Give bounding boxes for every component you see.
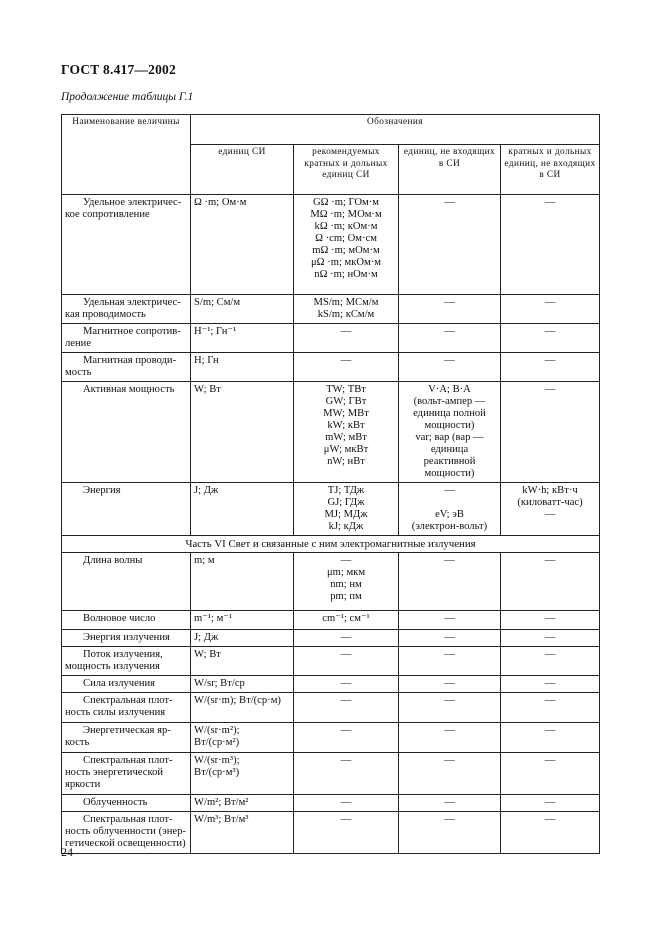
si-unit-line: W/(sr·m³);: [194, 755, 240, 766]
si-unit-line: H; Гн: [194, 355, 219, 366]
multiple-non-si-units: [501, 676, 600, 693]
non-si-units: [399, 195, 501, 295]
quantity-name-line: Спектральная плот-: [83, 695, 173, 706]
si-unit-line: m⁻¹; м⁻¹: [194, 613, 233, 624]
quantity-name: [62, 483, 191, 536]
multiple-non-si-units-line: —: [544, 613, 556, 624]
quantity-name: [62, 630, 191, 647]
quantity-name-line: Удельное электричес-: [83, 197, 182, 208]
recommended-units: [294, 295, 399, 324]
table-row: [62, 693, 600, 723]
non-si-units-line: единица: [430, 444, 469, 455]
multiple-non-si-units: [501, 553, 600, 611]
non-si-units: [399, 295, 501, 324]
table-row: [62, 795, 600, 812]
si-unit: [191, 553, 294, 611]
recommended-units-line: TJ; ТДж: [327, 485, 365, 496]
si-unit: [191, 324, 294, 353]
non-si-units-line: —: [444, 613, 455, 624]
quantity-name: [62, 611, 191, 630]
si-unit-line: Вт/(ср·м²): [194, 737, 240, 748]
section-title: Часть VI Свет и связанные с ним электромагнитные излучения: [62, 536, 600, 553]
non-si-units: [399, 647, 501, 676]
si-unit-line: S/m; См/м: [194, 297, 241, 308]
quantity-name: [62, 553, 191, 611]
multiple-non-si-units-line: —: [544, 678, 556, 689]
quantity-name: [62, 723, 191, 753]
table-row: [62, 382, 600, 483]
multiple-non-si-units-line: —: [544, 797, 556, 808]
multiple-non-si-units-line: —: [544, 725, 556, 736]
si-unit-line: W; Вт: [194, 384, 221, 395]
non-si-units-line: —: [444, 695, 455, 706]
recommended-units-line: GJ; ГДж: [327, 497, 365, 508]
multiple-non-si-units-line: —: [544, 355, 556, 366]
units-table: [61, 114, 600, 854]
quantity-name-line: Энергия излучения: [83, 632, 170, 643]
quantity-name: [62, 647, 191, 676]
header-recommended: рекомендуемых кратных и дольных единиц СИ: [294, 145, 399, 195]
non-si-units: [399, 382, 501, 483]
non-si-units-line: —: [444, 814, 455, 825]
header-si-units: единиц СИ: [191, 145, 294, 195]
quantity-name-line: Поток излучения,: [83, 649, 163, 660]
si-unit: [191, 611, 294, 630]
si-unit: [191, 195, 294, 295]
quantity-name: [62, 693, 191, 723]
multiple-non-si-units-line: —: [544, 649, 556, 660]
recommended-units-line: TW; ТВт: [326, 384, 366, 395]
multiple-non-si-units-line: —: [544, 814, 556, 825]
recommended-units-line: nW; нВт: [327, 456, 365, 467]
recommended-units: [294, 195, 399, 295]
multiple-non-si-units: [501, 753, 600, 795]
recommended-units-line: —: [340, 755, 352, 766]
multiple-non-si-units-line: —: [544, 297, 556, 308]
si-unit: [191, 676, 294, 693]
non-si-units-line: eV; эВ: [435, 509, 464, 520]
quantity-name: [62, 795, 191, 812]
recommended-units-line: mW; мВт: [325, 432, 367, 443]
multiple-non-si-units-line: —: [544, 632, 556, 643]
recommended-units: [294, 693, 399, 723]
si-unit: [191, 753, 294, 795]
recommended-units-line: μm; мкм: [326, 567, 366, 578]
multiple-non-si-units: [501, 353, 600, 382]
quantity-name-line: Магнитная проводи-: [83, 355, 177, 366]
recommended-units-line: kW; кВт: [327, 420, 365, 431]
recommended-units-line: nm; нм: [330, 579, 362, 590]
recommended-units: [294, 382, 399, 483]
document-title: ГОСТ 8.417—2002: [61, 62, 176, 77]
non-si-units-line: —: [444, 755, 455, 766]
multiple-non-si-units: [501, 812, 600, 854]
multiple-non-si-units: [501, 483, 600, 536]
non-si-units-line: —: [444, 197, 455, 208]
table-caption: Продолжение таблицы Г.1: [61, 91, 194, 103]
header-name: Наименование величины: [62, 115, 191, 195]
si-unit-line: W/m²; Вт/м²: [194, 797, 249, 808]
table-row: [62, 611, 600, 630]
multiple-non-si-units: [501, 795, 600, 812]
non-si-units-line: —: [444, 649, 455, 660]
non-si-units-line: —: [444, 297, 455, 308]
non-si-units: [399, 630, 501, 647]
non-si-units-line: (электрон-вольт): [411, 521, 488, 532]
quantity-name-line: ность энергетической: [65, 767, 164, 778]
recommended-units-line: —: [340, 678, 352, 689]
non-si-units-line: мощности): [424, 420, 475, 431]
table-row: [62, 483, 600, 536]
quantity-name-line: мость: [65, 367, 92, 378]
table-row: [62, 812, 600, 854]
quantity-name-line: Удельная электричес-: [83, 297, 181, 308]
recommended-units-line: MS/m; МСм/м: [313, 297, 379, 308]
quantity-name-line: кое сопротивление: [65, 209, 150, 220]
recommended-units: [294, 795, 399, 812]
recommended-units-line: —: [340, 797, 352, 808]
non-si-units-line: —: [444, 555, 455, 566]
recommended-units: [294, 812, 399, 854]
si-unit: [191, 723, 294, 753]
quantity-name-line: Энергия: [83, 485, 121, 496]
non-si-units-line: реактивной: [423, 456, 476, 467]
si-unit-line: J; Дж: [194, 632, 219, 643]
header-designations: Обозначения: [191, 115, 600, 145]
recommended-units: [294, 676, 399, 693]
recommended-units-line: mΩ ·m; мОм·м: [312, 245, 380, 256]
recommended-units-line: —: [340, 725, 352, 736]
quantity-name-line: Спектральная плот-: [83, 755, 173, 766]
non-si-units-line: [402, 497, 497, 509]
quantity-name-line: Сила излучения: [83, 678, 156, 689]
quantity-name-line: кость: [65, 737, 90, 748]
recommended-units: [294, 553, 399, 611]
recommended-units: [294, 483, 399, 536]
quantity-name-line: Облученность: [83, 797, 148, 808]
si-unit-line: J; Дж: [194, 485, 219, 496]
non-si-units-line: —: [444, 725, 455, 736]
recommended-units-line: nΩ ·m; нОм·м: [314, 269, 378, 280]
non-si-units-line: V·A; В·А: [428, 384, 471, 395]
recommended-units-line: MJ; МДж: [324, 509, 368, 520]
quantity-name: [62, 753, 191, 795]
multiple-non-si-units-line: (киловатт-час): [517, 497, 583, 508]
recommended-units-line: pm; пм: [330, 591, 362, 602]
quantity-name-line: яркости: [65, 779, 101, 790]
non-si-units: [399, 483, 501, 536]
header-row-1: [62, 115, 600, 145]
multiple-non-si-units: [501, 324, 600, 353]
recommended-units-line: kJ; кДж: [328, 521, 364, 532]
non-si-units: [399, 553, 501, 611]
recommended-units-line: MΩ ·m; МОм·м: [310, 209, 382, 220]
table-row: [62, 647, 600, 676]
non-si-units: [399, 353, 501, 382]
non-si-units: [399, 753, 501, 795]
si-unit-line: H⁻¹; Гн⁻¹: [194, 326, 237, 337]
recommended-units: [294, 753, 399, 795]
recommended-units-line: μΩ ·m; мкОм·м: [311, 257, 381, 268]
multiple-non-si-units: [501, 382, 600, 483]
non-si-units-line: —: [444, 326, 455, 337]
quantity-name-line: Магнитное сопротив-: [83, 326, 181, 337]
non-si-units-line: —: [444, 797, 455, 808]
recommended-units-line: —: [340, 695, 352, 706]
multiple-non-si-units-line: —: [544, 509, 556, 520]
quantity-name: [62, 353, 191, 382]
table-row: [62, 630, 600, 647]
si-unit: [191, 647, 294, 676]
non-si-units-line: мощности): [424, 468, 475, 479]
non-si-units: [399, 611, 501, 630]
non-si-units-line: единица полной: [413, 408, 486, 419]
si-unit-line: Ω ·m; Ом·м: [194, 197, 247, 208]
multiple-non-si-units-line: —: [544, 197, 556, 208]
recommended-units-line: —: [340, 649, 352, 660]
multiple-non-si-units: [501, 647, 600, 676]
si-unit-line: W/m³; Вт/м³: [194, 814, 249, 825]
non-si-units-line: —: [444, 485, 455, 496]
table-row: [62, 676, 600, 693]
recommended-units: [294, 723, 399, 753]
non-si-units: [399, 795, 501, 812]
multiple-non-si-units: [501, 630, 600, 647]
multiple-non-si-units-line: —: [544, 384, 556, 395]
multiple-non-si-units-line: —: [544, 555, 556, 566]
non-si-units-line: —: [444, 355, 455, 366]
multiple-non-si-units: [501, 295, 600, 324]
non-si-units: [399, 693, 501, 723]
header-non-si: единиц, не входящих в СИ: [399, 145, 501, 195]
quantity-name-line: Энергетическая яр-: [83, 725, 171, 736]
quantity-name: [62, 195, 191, 295]
header-multiples-non-si: кратных и дольных единиц, не входящих в СИ: [501, 145, 600, 195]
quantity-name-line: Волновое число: [83, 613, 156, 624]
non-si-units: [399, 812, 501, 854]
recommended-units-line: GW; ГВт: [325, 396, 367, 407]
table-row: [62, 324, 600, 353]
recommended-units-line: —: [340, 814, 352, 825]
non-si-units-line: —: [444, 678, 455, 689]
recommended-units-line: —: [340, 632, 352, 643]
quantity-name: [62, 676, 191, 693]
quantity-name-line: ность облученности (энер-: [65, 826, 186, 837]
multiple-non-si-units-line: —: [544, 326, 556, 337]
si-unit-line: W/(sr·m); Вт/(ср·м): [194, 695, 281, 706]
si-unit: [191, 353, 294, 382]
table-row: [62, 553, 600, 611]
si-unit: [191, 295, 294, 324]
quantity-name: [62, 324, 191, 353]
recommended-units-line: cm⁻¹; см⁻¹: [322, 613, 370, 624]
si-unit: [191, 795, 294, 812]
recommended-units-line: GΩ ·m; ГОм·м: [313, 197, 379, 208]
quantity-name: [62, 812, 191, 854]
multiple-non-si-units-line: —: [544, 755, 556, 766]
non-si-units: [399, 676, 501, 693]
quantity-name-line: Активная мощность: [83, 384, 175, 395]
recommended-units: [294, 324, 399, 353]
si-unit-line: W/(sr·m²);: [194, 725, 240, 736]
quantity-name-line: гетической освещенности): [65, 838, 186, 849]
si-unit-line: W; Вт: [194, 649, 221, 660]
recommended-units: [294, 647, 399, 676]
table-row: [62, 295, 600, 324]
quantity-name-line: Спектральная плот-: [83, 814, 173, 825]
quantity-name-line: ление: [65, 338, 92, 349]
quantity-name-line: ность силы излучения: [65, 707, 166, 718]
multiple-non-si-units: [501, 611, 600, 630]
si-unit-line: m; м: [194, 555, 215, 566]
table-row: [62, 195, 600, 295]
page-number: 24: [61, 845, 73, 859]
recommended-units: [294, 630, 399, 647]
recommended-units-line: MW; МВт: [323, 408, 369, 419]
non-si-units-line: (вольт-ампер —: [413, 396, 486, 407]
non-si-units: [399, 723, 501, 753]
section-row: [62, 536, 600, 553]
si-unit: [191, 483, 294, 536]
multiple-non-si-units: [501, 723, 600, 753]
non-si-units-line: var; вар (вар —: [415, 432, 484, 443]
multiple-non-si-units-line: kW·h; кВт·ч: [522, 485, 578, 496]
table-row: [62, 753, 600, 795]
si-unit-line: W/sr; Вт/ср: [194, 678, 245, 689]
si-unit: [191, 382, 294, 483]
si-unit-line: Вт/(ср·м³): [194, 767, 240, 778]
si-unit: [191, 630, 294, 647]
si-unit: [191, 812, 294, 854]
multiple-non-si-units-line: —: [544, 695, 556, 706]
table-row: [62, 353, 600, 382]
non-si-units-line: —: [444, 632, 455, 643]
recommended-units-line: —: [340, 355, 352, 366]
recommended-units-line: —: [340, 326, 352, 337]
quantity-name-line: мощность излучения: [65, 661, 160, 672]
recommended-units-line: kΩ ·m; кОм·м: [314, 221, 378, 232]
quantity-name-line: Длина волны: [83, 555, 143, 566]
quantity-name-line: кая проводимость: [65, 309, 146, 320]
non-si-units: [399, 324, 501, 353]
recommended-units-line: kS/m; кСм/м: [317, 309, 375, 320]
recommended-units-line: Ω ·cm; Ом·см: [315, 233, 377, 244]
recommended-units: [294, 611, 399, 630]
recommended-units-line: —: [340, 555, 352, 566]
quantity-name: [62, 382, 191, 483]
table-row: [62, 723, 600, 753]
recommended-units: [294, 353, 399, 382]
si-unit: [191, 693, 294, 723]
recommended-units-line: μW; мкВт: [323, 444, 369, 455]
multiple-non-si-units: [501, 195, 600, 295]
multiple-non-si-units: [501, 693, 600, 723]
quantity-name: [62, 295, 191, 324]
